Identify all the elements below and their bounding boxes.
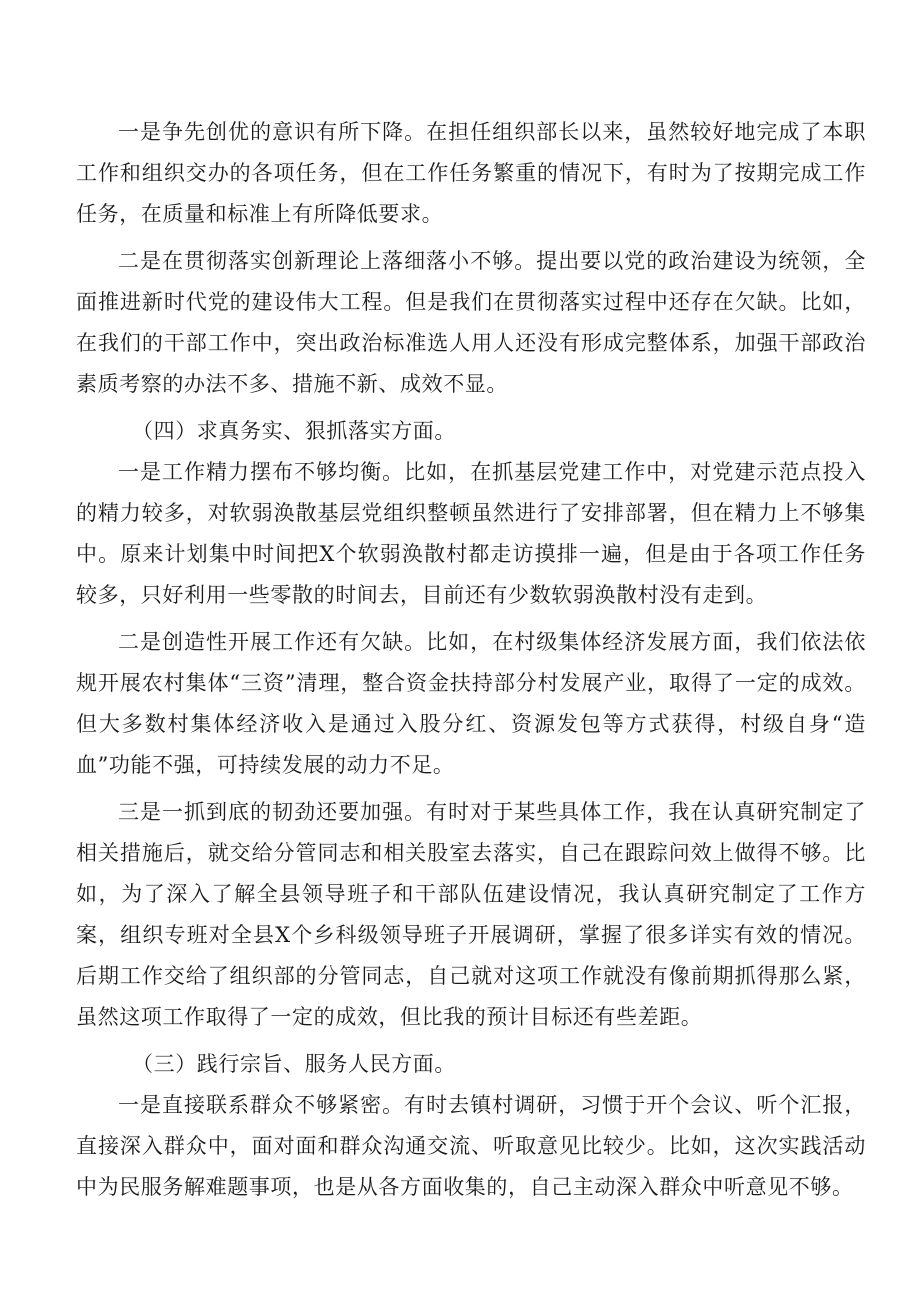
paragraph-competition-awareness: 一是争先创优的意识有所下降。在担任组织部长以来，虽然较好地完成了本职工作和组织交办的各项任务，但在工作任务繁重的情况下，有时为了按期完成工作任务，在质量和标准上有所降低要求。 bbox=[76, 120, 866, 226]
paragraph-innovation-theory: 二是在贯彻落实创新理论上落细落小不够。提出要以党的政治建设为统领，全面推进新时代党的建设伟大工程。但是我们在贯彻落实过程中还存在欠缺。比如，在我们的干部工作中，突出政治标准选人用人还没有形成完整体系，加强干部政治素质考察的办法不多、措施不新、成效不显。 bbox=[76, 249, 866, 396]
paragraph-contact-masses: 一是直接联系群众不够紧密。有时去镇村调研，习惯于开个会议、听个汇报，直接深入群众中，面对面和群众沟通交流、听取意见比较少。比如，这次实践活动中为民服务解难题事项，也是从各方面收集的，自己主动深入群众中听意见不够。 bbox=[76, 1093, 866, 1199]
paragraph-persistence: 三是一抓到底的韧劲还要加强。有时对于某些具体工作，我在认真研究制定了相关措施后，就交给分管同志和相关股室去落实，自己在跟踪问效上做得不够。比如，为了深入了解全县领导班子和干部队伍建设情况，我认真研究制定了工作方案，组织专班对全县X个乡科级领导班子开展调研，掌握了很多详实有效的情况。后期工作交给了组织部的分管同志，自己就对这项工作就没有像前期抓得那么紧，虽然这项工作取得了一定的成效，但比我的预计目标还有些差距。 bbox=[76, 800, 866, 1029]
section-heading-serve-people: （三）践行宗旨、服务人民方面。 bbox=[132, 1052, 456, 1076]
section-heading-pragmatic: （四）求真务实、狠抓落实方面。 bbox=[132, 419, 456, 443]
paragraph-creativity: 二是创造性开展工作还有欠缺。比如，在村级集体经济发展方面，我们依法依规开展农村集体“三资”清理，整合资金扶持部分村发展产业，取得了一定的成效。但大多数村集体经济收入是通过入股分红、资源发包等方式获得，村级自身“造血”功能不强，可持续发展的动力不足。 bbox=[76, 630, 866, 777]
document-page bbox=[76, 112, 866, 1208]
paragraph-energy-balance: 一是工作精力摆布不够均衡。比如，在抓基层党建工作中，对党建示范点投入的精力较多，对软弱涣散基层党组织整顿虽然进行了安排部署，但在精力上不够集中。原来计划集中时间把X个软弱涣散村都走访摸排一遍，但是由于各项工作任务较多，只好利用一些零散的时间去，目前还有少数软弱涣散村没有走到。 bbox=[76, 460, 866, 607]
